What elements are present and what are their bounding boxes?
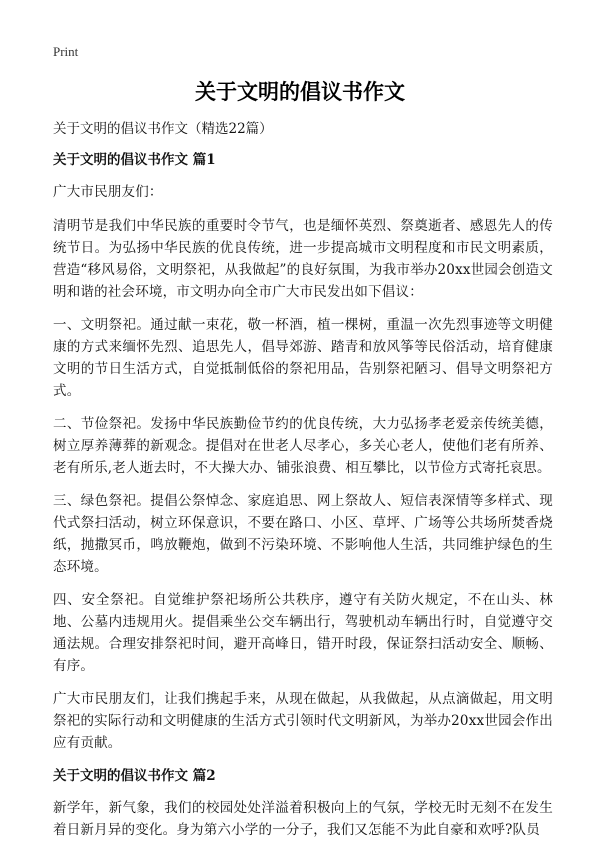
document-body (53, 118, 553, 852)
section-1 (53, 149, 553, 754)
closing-paragraph: 广大市民朋友们，让我们携起手来，从现在做起，从我做起，从点滴做起，用文明祭祀的实际行动和文明健康的生活方式引领时代文明新风，为举办20xx世园会作出应有贡献。 (53, 691, 553, 751)
paragraph-frugal-worship: 二、节俭祭祀。发扬中华民族勤俭节约的优良传统，大力弘扬孝老爱亲传统美德，树立厚养薄葬的新观念。提倡对在世老人尽孝心，多关心老人，使他们老有所养、老有所乐,老人逝去时，不大操大办、铺张浪费、相互攀比，以节俭方式寄托哀思。 (53, 416, 553, 476)
section-2-paragraph: 新学年，新气象，我们的校园处处洋溢着积极向上的气氛，学校无时无刻不在发生着日新月异的变化。身为第六小学的一分子，我们又怎能不为此自豪和欢呼?队员 (53, 800, 553, 838)
paragraph-safe-worship: 四、安全祭祀。自觉维护祭祀场所公共秩序，遵守有关防火规定，不在山头、林地、公墓内违规用火。提倡乘坐公交车辆出行，驾驶机动车辆出行时，自觉遵守交通法规。合理安排祭祀时间，避开高峰日，错开时段，保证祭扫活动安全、顺畅、有序。 (53, 592, 553, 674)
print-label: Print (53, 44, 79, 59)
document-subtitle: 关于文明的倡议书作文（精选22篇） (53, 121, 273, 137)
section-heading: 关于文明的倡议书作文 篇1 (53, 152, 216, 168)
document-title: 关于文明的倡议书作文 (195, 79, 405, 104)
section-heading: 关于文明的倡议书作文 篇2 (53, 768, 216, 784)
paragraph-civilized-worship: 一、文明祭祀。通过献一束花，敬一杯酒，植一棵树，重温一次先烈事迹等文明健康的方式来缅怀先烈、追思先人，倡导郊游、踏青和放风筝等民俗活动，培育健康文明的节日生活方式，自觉抵制低俗的祭祀用品，告别祭祀陋习、倡导文明祭祀方式。 (53, 317, 553, 399)
intro-paragraph: 清明节是我们中华民族的重要时令节气，也是缅怀英烈、祭奠逝者、感恩先人的传统节日。为弘扬中华民族的优良传统，进一步提高城市文明程度和市民文明素质，营造“移风易俗，文明祭祀，从我做起”的良好氛围，为我市举办20xx世园会创造文明和谐的社会环境，市文明办向全市广大市民发出如下倡议： (53, 218, 553, 300)
section-2 (53, 765, 553, 841)
paragraph-green-worship: 三、绿色祭祀。提倡公祭悼念、家庭追思、网上祭故人、短信表深情等多样式、现代式祭扫活动，树立环保意识，不要在路口、小区、草坪、广场等公共场所焚香烧纸，抛撒冥币，鸣放鞭炮，做到不污染环境、不影响他人生活，共同维护绿色的生态环境。 (53, 493, 553, 575)
greeting-paragraph: 广大市民朋友们： (53, 184, 163, 200)
